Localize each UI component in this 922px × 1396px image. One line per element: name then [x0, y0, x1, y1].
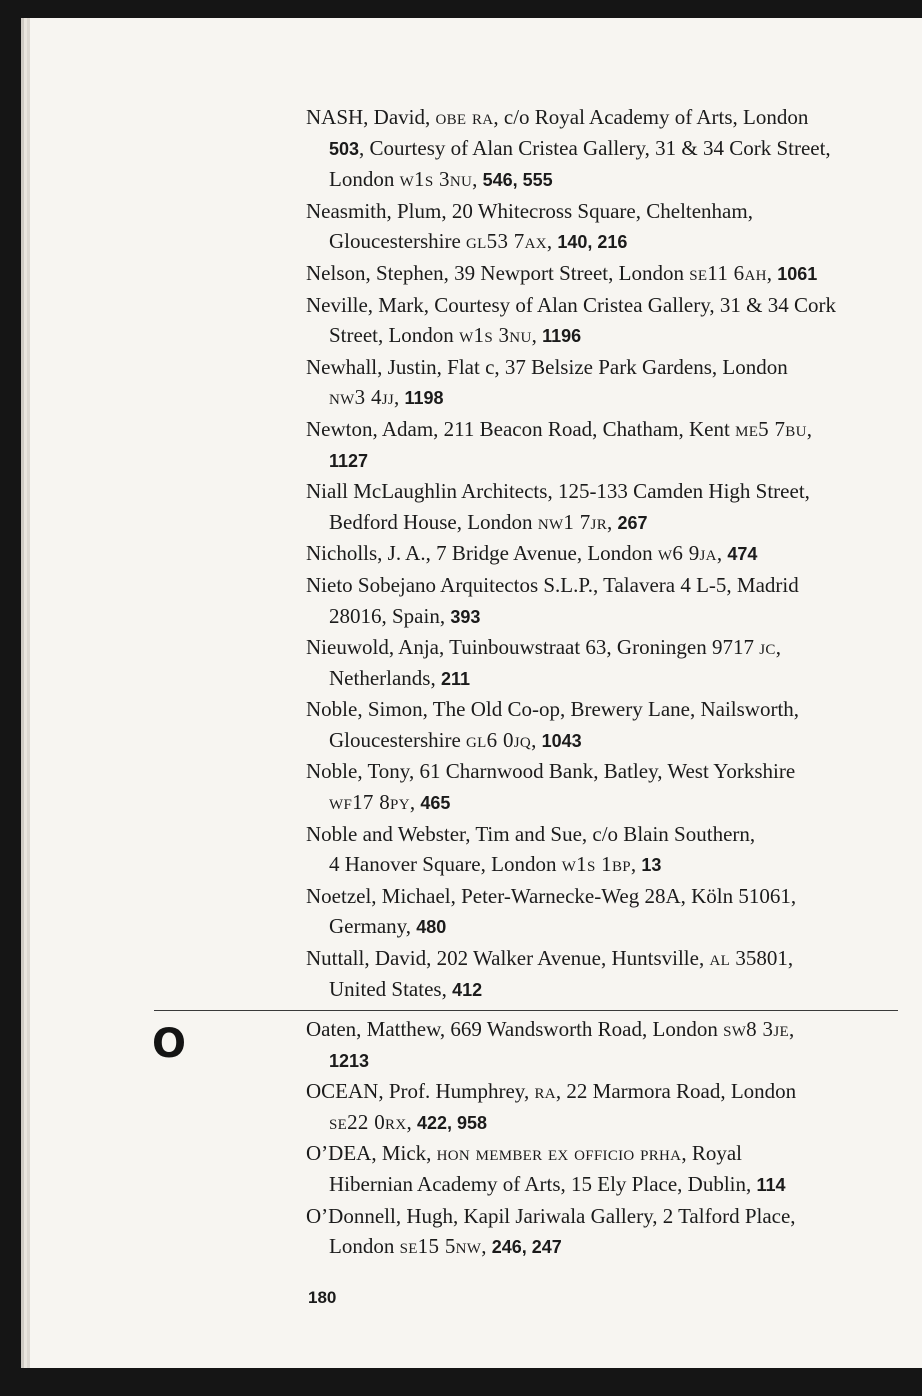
- entry-text: Noetzel, Michael, Peter-Warnecke-Weg 28A, Köln 51061,: [306, 883, 797, 908]
- page-reference: 267: [617, 512, 648, 533]
- entry-text: ,: [607, 509, 618, 534]
- postcode-or-honours: w6 9ja: [657, 541, 717, 566]
- page-reference: 1213: [329, 1050, 370, 1071]
- o-entries-list: [306, 1014, 906, 1263]
- entry-text: Nicholls, J. A., 7 Bridge Avenue, London: [306, 541, 658, 566]
- postcode-or-honours: w1s 1bp: [561, 852, 631, 877]
- entry-text: , Courtesy of Alan Cristea Gallery, 31 & 34 Cork Street,: [359, 135, 831, 160]
- page-reference: 114: [756, 1174, 786, 1195]
- page-reference: 474: [727, 544, 758, 565]
- entry-text: Netherlands,: [329, 665, 441, 690]
- entry-text: Germany,: [329, 914, 417, 939]
- index-entry: [306, 414, 906, 476]
- page-reference: 140, 216: [557, 232, 628, 253]
- entry-text: OCEAN, Prof. Humphrey,: [306, 1079, 535, 1104]
- page-reference: 393: [450, 606, 481, 627]
- index-entry: [306, 756, 906, 818]
- entry-text: ,: [630, 852, 642, 877]
- page-reference: 1043: [541, 730, 582, 751]
- index-entry: [306, 538, 906, 570]
- page-reference: 1196: [542, 326, 582, 347]
- entry-text: ,: [716, 541, 728, 566]
- entry-text: Noble, Tony, 61 Charnwood Bank, Batley, West Yorkshire: [306, 759, 796, 784]
- page-reference: 546, 555: [482, 170, 553, 191]
- entry-text: Noble, Simon, The Old Co-op, Brewery Lane, Nailsworth,: [306, 697, 800, 722]
- index-entry: [306, 1201, 906, 1263]
- entry-text: Oaten, Matthew, 669 Wandsworth Road, London: [306, 1017, 724, 1041]
- entry-text: Nieto Sobejano Arquitectos S.L.P., Talavera 4 L-5, Madrid: [306, 572, 799, 597]
- index-entry: [306, 1076, 906, 1138]
- postcode-or-honours: gl6 0jq: [466, 727, 532, 752]
- postcode-or-honours: sw8 3je: [723, 1017, 789, 1041]
- entry-text: United States,: [329, 976, 453, 1001]
- postcode-or-honours: hon member ex officio prha: [436, 1141, 682, 1166]
- postcode-or-honours: jc: [759, 635, 776, 660]
- printed-page: [30, 18, 922, 1368]
- entry-text: Nieuwold, Anja, Tuinbouwstraat 63, Groningen 9717: [306, 635, 760, 660]
- index-entry: [306, 819, 906, 881]
- entry-text: ,: [406, 1109, 417, 1134]
- entry-text: Nelson, Stephen, 39 Newport Street, London: [306, 260, 690, 285]
- postcode-or-honours: se15 5nw: [399, 1234, 482, 1259]
- index-entry: [306, 694, 906, 756]
- postcode-or-honours: wf17 8py: [329, 790, 410, 815]
- entry-text: Street, London: [329, 323, 460, 348]
- entry-text: Hibernian Academy of Arts, 15 Ely Place, Dublin,: [329, 1171, 757, 1196]
- entry-text: London: [329, 1234, 400, 1259]
- entry-text: 35801,: [730, 946, 794, 971]
- index-entry: [306, 196, 906, 258]
- page-reference: 465: [420, 793, 451, 814]
- postcode-or-honours: obe ra: [435, 105, 494, 129]
- postcode-or-honours: me5 7bu: [735, 416, 807, 441]
- index-entry: [306, 352, 906, 414]
- postcode-or-honours: nw1 7jr: [537, 509, 607, 534]
- entry-text: Neasmith, Plum, 20 Whitecross Square, Cheltenham,: [306, 198, 753, 223]
- entry-text: ,: [766, 260, 778, 285]
- index-entry: [306, 632, 906, 694]
- entry-text: ,: [788, 1017, 795, 1041]
- entry-text: O’Donnell, Hugh, Kapil Jariwala Gallery, 2 Talford Place,: [306, 1203, 796, 1228]
- index-entry: [306, 943, 906, 1005]
- entry-text: ,: [409, 790, 421, 815]
- section-divider: [154, 1010, 898, 1011]
- entry-text: Nuttall, David, 202 Walker Avenue, Huntsville,: [306, 946, 710, 971]
- page-reference: 13: [641, 855, 662, 876]
- entry-text: O’DEA, Mick,: [306, 1141, 437, 1166]
- index-entry: [306, 1138, 906, 1200]
- section-letter: O: [152, 1021, 187, 1067]
- entry-text: Bedford House, London: [329, 509, 538, 534]
- entry-text: Noble and Webster, Tim and Sue, c/o Blain Southern,: [306, 821, 756, 846]
- entry-text: , 22 Marmora Road, London: [555, 1079, 797, 1104]
- page-reference: 1198: [404, 388, 444, 409]
- postcode-or-honours: nw3 4jj: [329, 385, 395, 410]
- entry-text: ,: [531, 727, 542, 752]
- entry-text: ,: [394, 385, 405, 410]
- postcode-or-honours: gl53 7ax: [466, 229, 547, 254]
- entry-text: ,: [775, 635, 781, 660]
- entry-text: ,: [481, 1234, 492, 1259]
- entry-text: London: [329, 167, 400, 192]
- page-reference: 246, 247: [491, 1237, 562, 1258]
- postcode-or-honours: se22 0rx: [329, 1109, 407, 1134]
- entry-text: Neville, Mark, Courtesy of Alan Cristea Gallery, 31 & 34 Cork: [306, 292, 836, 317]
- entry-text: ,: [806, 416, 812, 441]
- postcode-or-honours: al: [709, 946, 731, 971]
- postcode-or-honours: ra: [534, 1079, 556, 1104]
- page-reference: 422, 958: [417, 1112, 488, 1133]
- index-entry: [306, 476, 906, 538]
- postcode-or-honours: w1s 3nu: [459, 323, 532, 348]
- index-entry: [306, 290, 906, 352]
- entry-text: Niall McLaughlin Architects, 125-133 Camden High Street,: [306, 479, 810, 504]
- page-reference: 412: [452, 979, 483, 1000]
- entry-text: Newton, Adam, 211 Beacon Road, Chatham, Kent: [306, 416, 736, 441]
- postcode-or-honours: se11 6ah: [689, 260, 767, 285]
- page-reference: 211: [440, 668, 471, 689]
- page-reference: 503: [329, 138, 360, 159]
- entry-text: ,: [472, 167, 483, 192]
- entry-text: Gloucestershire: [329, 229, 467, 254]
- n-entries-list: [306, 102, 906, 1005]
- index-entry: [306, 258, 906, 290]
- entry-text: , Royal: [681, 1141, 742, 1166]
- postcode-or-honours: w1s 3nu: [399, 167, 473, 192]
- entry-text: , c/o Royal Academy of Arts, London: [493, 105, 809, 129]
- entry-text: ,: [546, 229, 558, 254]
- page-reference: 480: [416, 917, 447, 938]
- entry-text: Newhall, Justin, Flat c, 37 Belsize Park Gardens, London: [306, 354, 788, 379]
- index-entry: [306, 102, 906, 196]
- entry-text: 4 Hanover Square, London: [329, 852, 562, 877]
- entry-text: Gloucestershire: [329, 727, 467, 752]
- entry-text: NASH, David,: [306, 105, 436, 129]
- index-entry: [306, 881, 906, 943]
- index-entry: [306, 1014, 906, 1076]
- entry-text: 28016, Spain,: [329, 603, 451, 628]
- page-reference: 1061: [777, 263, 818, 284]
- index-entry: [306, 570, 906, 632]
- entry-text: ,: [531, 323, 543, 348]
- page-reference: 1127: [329, 450, 369, 471]
- page-number: 180: [308, 1288, 337, 1307]
